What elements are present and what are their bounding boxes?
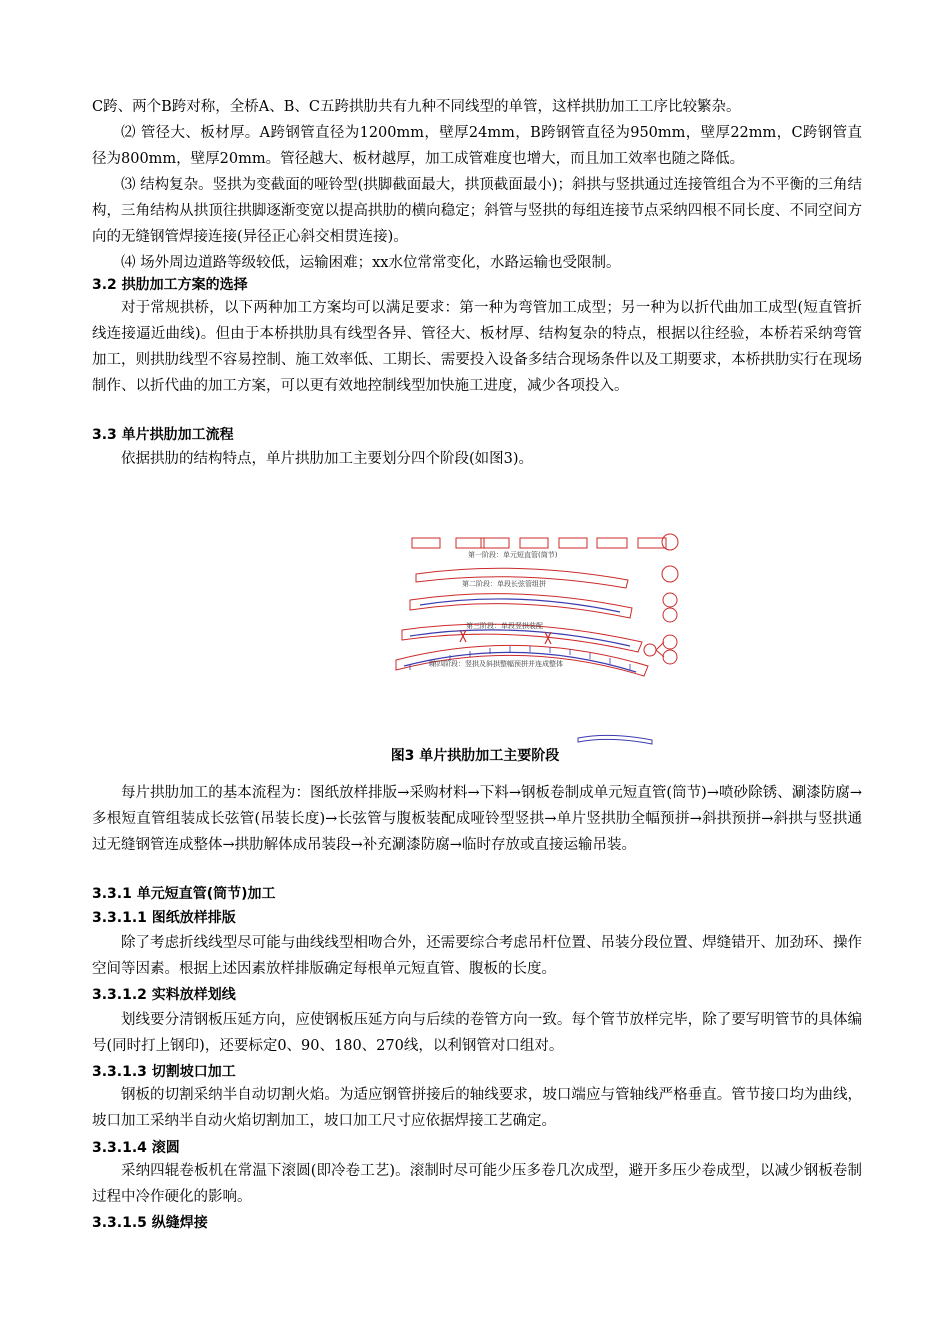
paragraph: 采纳四辊卷板机在常温下滚圆(即冷卷工艺)。滚制时尽可能少压多卷几次成型，避开多压少卷成型，以减少钢板卷制过程中冷作硬化的影响。: [92, 1163, 862, 1205]
stage-2-label: 第二阶段：单段长弦管组拼: [462, 580, 546, 588]
paragraph: 对于常规拱桥，以下两种加工方案均可以满足要求：第一种为弯管加工成型；另一种为以折代曲加工成型(短直管折线连接逼近曲线)。但由于本桥拱肋具有线型各异、管径大、板材厚、结构复杂的特点，根据以往经验，本桥若采纳弯管加工，则拱肋线型不容易控制、施工效率低、工期长、需要投入设备多结合现场条件以及工期要求，本桥拱肋实行在现场制作、以折代曲的加工方案，可以更有效地控制线型加快施工进度，减少各项投入。: [92, 300, 862, 394]
paragraph: C跨、两个B跨对称，全桥A、B、C五跨拱肋共有九种不同线型的单管，这样拱肋加工工序比较繁杂。: [92, 99, 741, 115]
paragraph: ⑵ 管径大、板材厚。A跨钢管直径为1200mm，壁厚24mm，B跨钢管直径为950mm，壁厚22mm，C跨钢管直径为800mm，壁厚20mm。管径越大、板材越厚，加工成管难度也增大，而且加工效率也随之降低。: [92, 125, 862, 167]
section-heading: 3.3.1.3 切割坡口加工: [92, 1064, 236, 1080]
paragraph: 依据拱肋的结构特点，单片拱肋加工主要划分四个阶段(如图3)。: [121, 451, 534, 467]
section-heading: 3.3 单片拱肋加工流程: [92, 427, 234, 443]
section-heading: 3.3.1.1 图纸放样排版: [92, 910, 236, 926]
paragraph: 钢板的切割采纳半自动切割火焰。为适应钢管拼接后的轴线要求，坡口端应与管轴线严格垂直。管节接口均为曲线，坡口加工采纳半自动火焰切割加工，坡口加工尺寸应依据焊接工艺确定。: [92, 1087, 862, 1129]
paragraph: 除了考虑折线线型尽可能与曲线线型相吻合外，还需要综合考虑吊杆位置、吊装分段位置、焊缝错开、加劲环、操作空间等因素。根据上述因素放样排版确定每根单元短直管、腹板的长度。: [92, 935, 862, 977]
figure-arch-rib-stages: [380, 520, 710, 760]
section-heading: 3.3.1.2 实料放样划线: [92, 987, 236, 1003]
section-heading: 3.3.1 单元短直管(筒节)加工: [92, 886, 276, 902]
paragraph: 划线要分清钢板压延方向，应使钢板压延方向与后续的卷管方向一致。每个管节放样完毕，除了要写明管节的具体编号(同时打上钢印)，还要标定0、90、180、270线，以利钢管对口组对。: [92, 1012, 862, 1054]
paragraph: 每片拱肋加工的基本流程为：图纸放样排版→采购材料→下料→钢板卷制成单元短直管(筒节)→喷砂除锈、涮漆防腐→多根短直管组装成长弦管(吊装长度)→长弦管与腹板装配成哑铃型竖拱→单片竖拱肋全幅预拼→斜拱预拼→斜拱与竖拱通过无缝钢管连成整体→拱肋解体成吊装段→补充涮漆防腐→临时存放或直接运输吊装。: [92, 785, 862, 853]
figure-caption: 图3 单片拱肋加工主要阶段: [390, 748, 560, 764]
stage-1-label: 第一阶段：单元短直管(筒节): [468, 551, 558, 559]
section-heading: 3.2 拱肋加工方案的选择: [92, 277, 248, 293]
paragraph: ⑷ 场外周边道路等级较低，运输困难；xx水位常常变化，水路运输也受限制。: [121, 255, 621, 271]
stage-4-label: 第四阶段：竖拱及斜拱整幅预拼并连成整体: [430, 660, 563, 668]
section-heading: 3.3.1.5 纵缝焊接: [92, 1215, 208, 1231]
stage-3-label: 第三阶段：单段竖拱装配: [466, 622, 543, 630]
paragraph: ⑶ 结构复杂。竖拱为变截面的哑铃型(拱脚截面最大，拱顶截面最小)；斜拱与竖拱通过连接管组合为不平衡的三角结构，三角结构从拱顶往拱脚逐渐变宽以提高拱肋的横向稳定；斜管与竖拱的每组连接节点采纳四根不同长度、不同空间方向的无缝钢管焊接连接(异径正心斜交相贯连接)。: [92, 177, 862, 245]
section-heading: 3.3.1.4 滚圆: [92, 1140, 180, 1156]
